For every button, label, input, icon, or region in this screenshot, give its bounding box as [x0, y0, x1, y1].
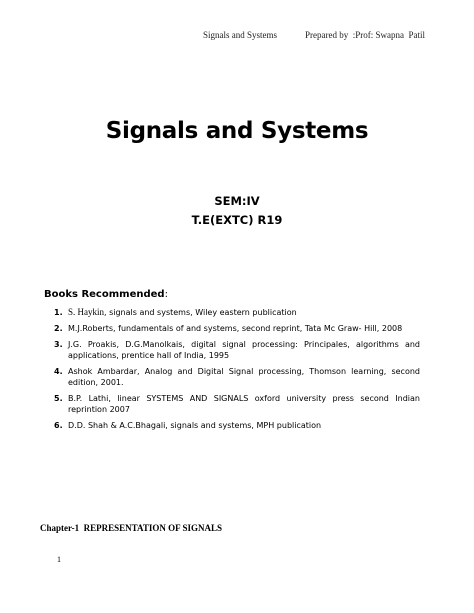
page-number: 1 — [57, 555, 61, 564]
header-author: Prepared by :Prof: Swapna Patil — [305, 30, 425, 40]
books-heading — [44, 289, 168, 300]
book-item — [54, 393, 420, 415]
book-number: 4. — [54, 367, 63, 376]
semester-label: SEM:IV — [214, 194, 260, 208]
book-item — [54, 366, 420, 388]
book-text: J.G. Proakis, D.G.Manolkais, digital signal processing: Principales, algorithms and applications, prentice hall of India, 1995 — [68, 340, 420, 360]
book-text: M.J.Roberts, fundamentals of and systems, second reprint, Tata Mc Graw- Hill, 2008 — [68, 324, 403, 333]
book-item — [54, 420, 420, 431]
book-item — [54, 323, 420, 334]
book-number: 2. — [54, 324, 63, 333]
book-text: B.P. Lathi, linear SYSTEMS AND SIGNALS oxford university press second Indian reprintion 2007 — [68, 394, 420, 414]
book-number: 6. — [54, 421, 63, 430]
books-heading-colon: : — [164, 289, 168, 300]
books-list — [54, 307, 420, 436]
book-text: Ashok Ambardar, Analog and Digital Signal processing, Thomson learning, second edition, 2001. — [68, 367, 420, 387]
book-item — [54, 307, 420, 318]
book-item — [54, 339, 420, 361]
book-number: 1. — [54, 308, 63, 317]
book-number: 5. — [54, 394, 63, 403]
books-heading-text: Books Recommended — [44, 289, 165, 300]
header-course-title: Signals and Systems — [203, 30, 278, 40]
book-text: D.D. Shah & A.C.Bhagali, signals and systems, MPH publication — [68, 421, 322, 430]
document-title: Signals and Systems — [105, 118, 369, 144]
book-author: S. Haykin — [68, 307, 104, 317]
chapter-heading: Chapter-1 REPRESENTATION OF SIGNALS — [40, 523, 223, 533]
class-label: T.E(EXTC) R19 — [191, 213, 283, 227]
book-text: , signals and systems, Wiley eastern publication — [104, 308, 297, 317]
book-number: 3. — [54, 340, 63, 349]
